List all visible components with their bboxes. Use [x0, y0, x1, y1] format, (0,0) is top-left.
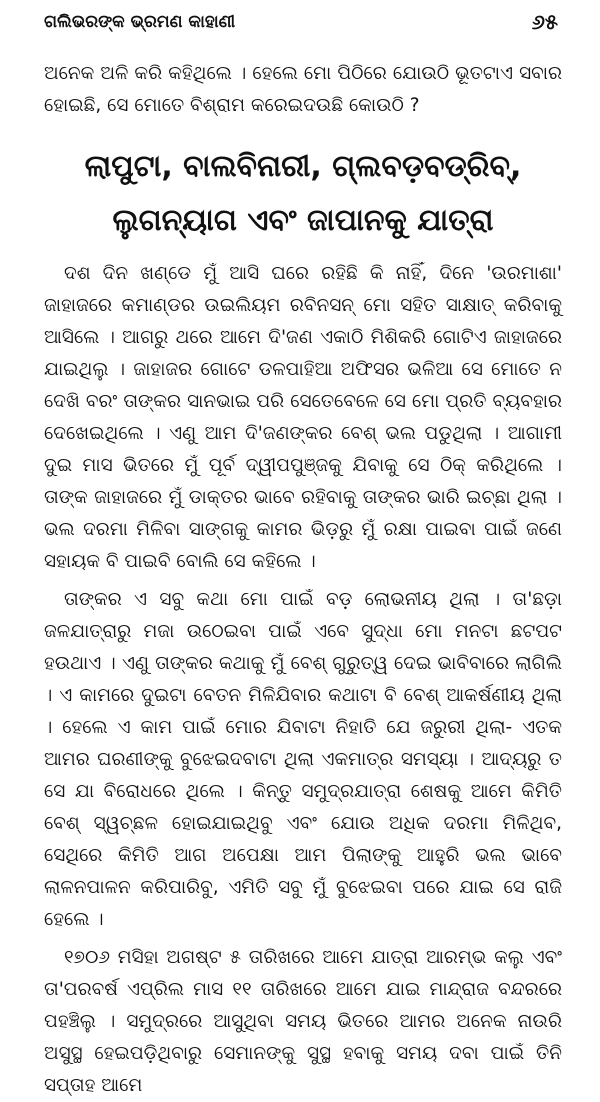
- body-paragraph-3: ୧୭୦୬ ମସିହା ଅଗଷ୍ଟ ୫ ତାରିଖରେ ଆମେ ଯାତ୍ରା ଆରମ୍ଭ କଲୁ ଏବଂ ତା'ପରବର୍ଷ ଏପ୍ରିଲ ମାସ ୧୧ ତାରିଖରେ ଆମେ ଯାଇ ମାନ୍ଦ୍ରାଜ ବନ୍ଦରରେ ପହଞ୍ଚିଲୁ । ସମୁଦ୍ରରେ ଆସୁଥିବା ସମୟ ଭିତରେ ଆମର ଅନେକ ନାଉରି ଅସୁସ୍ଥ ହେଇପଡ଼ିଥିବାରୁ ସେମାନଙ୍କୁ ସୁସ୍ଥ ହବାକୁ ସମୟ ଦବା ପାଇଁ ତିନି ସପ୍ତାହ ଆମେ: [44, 947, 562, 1096]
- running-head-title: ଗଲିଭରଙ୍କ ଭ୍ରମଣ କାହାଣୀ: [44, 12, 236, 32]
- chapter-title: [44, 140, 562, 248]
- opening-paragraph: ଅନେକ ଅଳି କରି କହିଥିଲେ । ହେଲେ ମୋ ପିଠିରେ ଯୋଉଠି ଭୂତଟାଏ ସବାର ହୋଇଛି, ସେ ମୋତେ ବିଶ୍ରାମ କରେଇଦଉଛି କୋଉଠି ?: [44, 63, 562, 116]
- running-head: [44, 0, 562, 44]
- chapter-title-line-1: ଲାପୁଟା, ବାଲବିନାରୀ, ଗ୍ଲବଡ଼ବଡ୍ରିବ୍,: [84, 149, 522, 184]
- body-paragraph-1: ଦଶ ଦିନ ଖଣ୍ଡେ ମୁଁ ଆସି ଘରେ ରହିଛି କି ନାହିଁ, ଦିନେ 'ଉରମାଶା' ଜାହାଜରେ କମାଣ୍ଡର ଉଇଲିୟମ ରବିନସନ୍ ମୋ ସହିତ ସାକ୍ଷାତ୍ କରିବାକୁ ଆସିଲେ । ଆଗରୁ ଥରେ ଆମେ ଦି'ଜଣ ଏକାଠି ମିଶିକରି ଗୋଟିଏ ଜାହାଜରେ ଯାଇଥିଲୁ । ଜାହାଜର ଗୋଟେ ଡଳପାହିଆ ଅଫିସର ଭଳିଆ ସେ ମୋତେ ନ ଦେଖି ବରଂ ତାଙ୍କର ସାନଭାଇ ପରି ସେତେବେଳେ ସେ ମୋ ପ୍ରତି ବ୍ୟବହାର ଦେଖେଇଥିଲେ । ଏଣୁ ଆମ ଦି'ଜଣଙ୍କର ବେଶ୍ ଭଲ ପଡୁଥିଲା । ଆଗାମୀ ଦୁଇ ମାସ ଭିତରେ ମୁଁ ପୂର୍ବ ଦ୍ୱୀପପୁଞ୍ଜକୁ ଯିବାକୁ ସେ ଠିକ୍ କରିଥିଲେ । ତାଙ୍କ ଜାହାଜରେ ମୁଁ ଡାକ୍ତର ଭାବେ ରହିବାକୁ ତାଙ୍କର ଭାରି ଇଚ୍ଛା ଥିଲା । ଭଲ ଦରମା ମିଳିବା ସାଙ୍ଗକୁ କାମର ଭିଡ଼ରୁ ମୁଁ ରକ୍ଷା ପାଇବା ପାଇଁ ଜଣେ ସହାୟକ ବି ପାଇବି ବୋଲି ସେ କହିଲେ ।: [44, 263, 562, 572]
- page-number: ୬୫: [531, 9, 558, 34]
- chapter-title-line-2: ଲୁଗନ୍ୟାଗ ଏବଂ ଜାପାନକୁ ଯାତ୍ରା: [112, 203, 494, 238]
- body-paragraph-2: ତାଙ୍କର ଏ ସବୁ କଥା ମୋ ପାଇଁ ବଡ଼ ଲୋଭନୀୟ ଥିଲା । ତା'ଛଡ଼ା ଜଳଯାତ୍ରାରୁ ମଜା ଉଠେଇବା ପାଇଁ ଏବେ ସୁଦ୍ଧା ମୋ ମନଟା ଛଟପଟ ହଉଥାଏ । ଏଣୁ ତାଙ୍କର କଥାକୁ ମୁଁ ବେଶ୍ ଗୁରୁତ୍ୱ ଦେଇ ଭାବିବାରେ ଲାଗିଲି । ଏ କାମରେ ଦୁଇଟା ବେତନ ମିଳିଯିବାର କଥାଟା ବି ବେଶ୍ ଆକର୍ଷଣୀୟ ଥିଲା । ହେଲେ ଏ କାମ ପାଇଁ ମୋର ଯିବାଟା ନିହାତି ଯେ ଜରୁରୀ ଥିଲା- ଏତକ ଆମର ଘରଣୀଙ୍କୁ ବୁଝେଇଦବାଟା ଥିଲା ଏକମାତ୍ର ସମସ୍ୟା । ଆଦ୍ୟରୁ ତ ସେ ଯା ବିରୋଧରେ ଥିଲେ । କିନ୍ତୁ ସମୁଦ୍ରଯାତ୍ରା ଶେଷକୁ ଆମେ କିମିତି ବେଶ୍ ସ୍ୱଚ୍ଛଳ ହୋଇଯାଇଥିବୁ ଏବଂ ଯୋଉ ଅଧିକ ଦରମା ମିଳିଥିବ, ସେଥିରେ କିମିତି ଆଗ ଅପେକ୍ଷା ଆମ ପିଲାଙ୍କୁ ଆହୁରି ଭଲ ଭାବେ ଲାଳନପାଳନ କରିପାରିବୁ, ଏମିତି ସବୁ ମୁଁ ବୁଝେଇବା ପରେ ଯାଇ ସେ ରାଜି ହେଲେ ।: [44, 589, 562, 930]
